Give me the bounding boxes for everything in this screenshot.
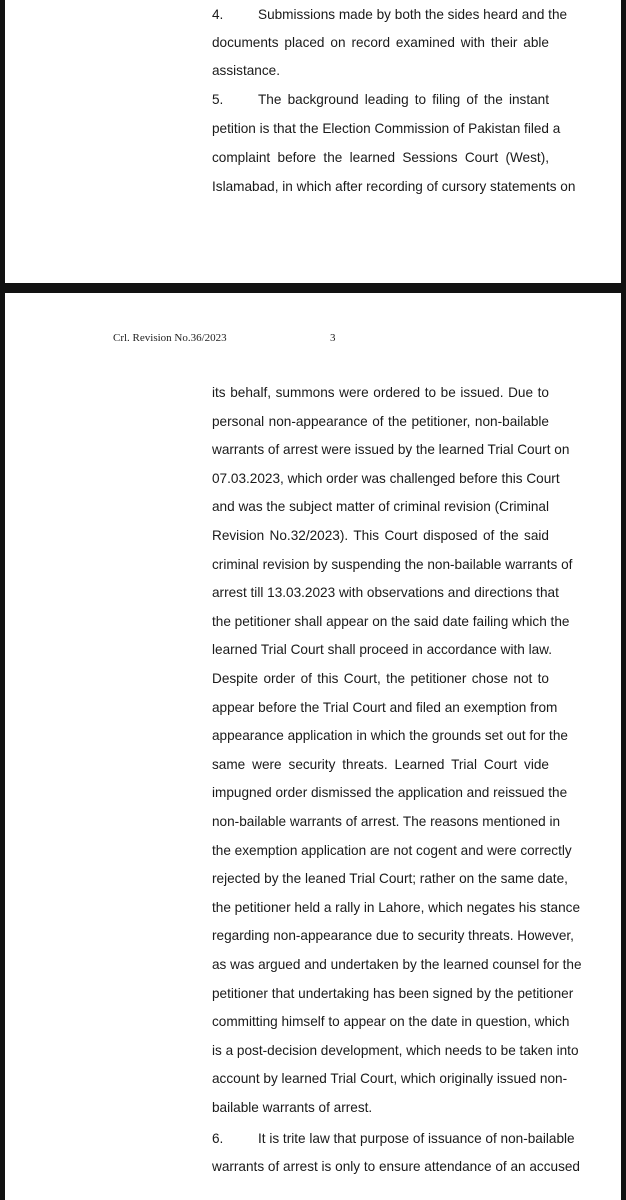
para-5-line-2: petition is that the Election Commission of Pakistan filed a bbox=[212, 121, 561, 136]
continuation-line: personal non-appearance of the petitioner, non-bailable bbox=[212, 413, 549, 429]
para-6-number: 6. bbox=[212, 1130, 224, 1146]
para-5-number: 5. bbox=[212, 92, 224, 107]
page-number: 3 bbox=[330, 332, 336, 344]
continuation-line: impugned order dismissed the application and reissued the bbox=[212, 785, 568, 801]
para-5-line-1: The background leading to filing of the instant bbox=[258, 92, 549, 107]
continuation-line: Despite order of this Court, the petitioner chose not to bbox=[212, 671, 549, 686]
case-reference-header: Crl. Revision No.36/2023 bbox=[113, 332, 227, 344]
continuation-line: rejected by the leaned Trial Court; rather on the same date, bbox=[212, 871, 568, 887]
continuation-line: warrants of arrest were issued by the learned Trial Court on bbox=[212, 442, 570, 458]
document-page-top bbox=[5, 0, 621, 283]
para-5-line-3: complaint before the learned Sessions Court (West), bbox=[212, 150, 549, 165]
continuation-line: the petitioner shall appear on the said date failing which the bbox=[212, 613, 570, 629]
continuation-line: learned Trial Court shall proceed in accordance with law. bbox=[212, 642, 553, 658]
continuation-line: Revision No.32/2023). This Court disposed of the said bbox=[212, 528, 549, 543]
continuation-line: non-bailable warrants of arrest. The reasons mentioned in bbox=[212, 814, 561, 829]
para-4-line-1: Submissions made by both the sides heard and the bbox=[258, 7, 568, 22]
continuation-line: is a post-decision development, which needs to be taken into bbox=[212, 1042, 579, 1058]
continuation-line: committing himself to appear on the date in question, which bbox=[212, 1014, 570, 1030]
continuation-line: the petitioner held a rally in Lahore, which negates his stance bbox=[212, 899, 581, 915]
continuation-line: and was the subject matter of criminal revision (Criminal bbox=[212, 499, 549, 515]
continuation-line: same were security threats. Learned Trial Court vide bbox=[212, 756, 549, 772]
continuation-line: the exemption application are not cogent and were correctly bbox=[212, 842, 572, 858]
para-4-number: 4. bbox=[212, 7, 224, 22]
continuation-line: its behalf, summons were ordered to be issued. Due to bbox=[212, 385, 549, 400]
para-4-line-2: documents placed on record examined with their able bbox=[212, 35, 549, 50]
para-4-line-3: assistance. bbox=[212, 63, 281, 78]
continuation-line: appearance application in which the grounds set out for the bbox=[212, 728, 568, 744]
document-page-bottom bbox=[5, 293, 621, 1200]
continuation-line: regarding non-appearance due to security threats. However, bbox=[212, 928, 574, 944]
continuation-line: 07.03.2023, which order was challenged before this Court bbox=[212, 470, 560, 486]
continuation-line: arrest till 13.03.2023 with observations and directions that bbox=[212, 585, 559, 601]
para-6-line-2: warrants of arrest is only to ensure attendance of an accused bbox=[212, 1159, 580, 1175]
continuation-line: appear before the Trial Court and filed an exemption from bbox=[212, 699, 558, 715]
para-6-line-1: It is trite law that purpose of issuance of non-bailable bbox=[258, 1130, 575, 1146]
continuation-line: criminal revision by suspending the non-bailable warrants of bbox=[212, 556, 573, 572]
continuation-line: bailable warrants of arrest. bbox=[212, 1100, 373, 1115]
continuation-line: as was argued and undertaken by the learned counsel for the bbox=[212, 957, 582, 972]
continuation-line: petitioner that undertaking has been signed by the petitioner bbox=[212, 985, 574, 1001]
para-5-line-4: Islamabad, in which after recording of cursory statements on bbox=[212, 179, 576, 194]
continuation-line: account by learned Trial Court, which originally issued non- bbox=[212, 1071, 568, 1087]
